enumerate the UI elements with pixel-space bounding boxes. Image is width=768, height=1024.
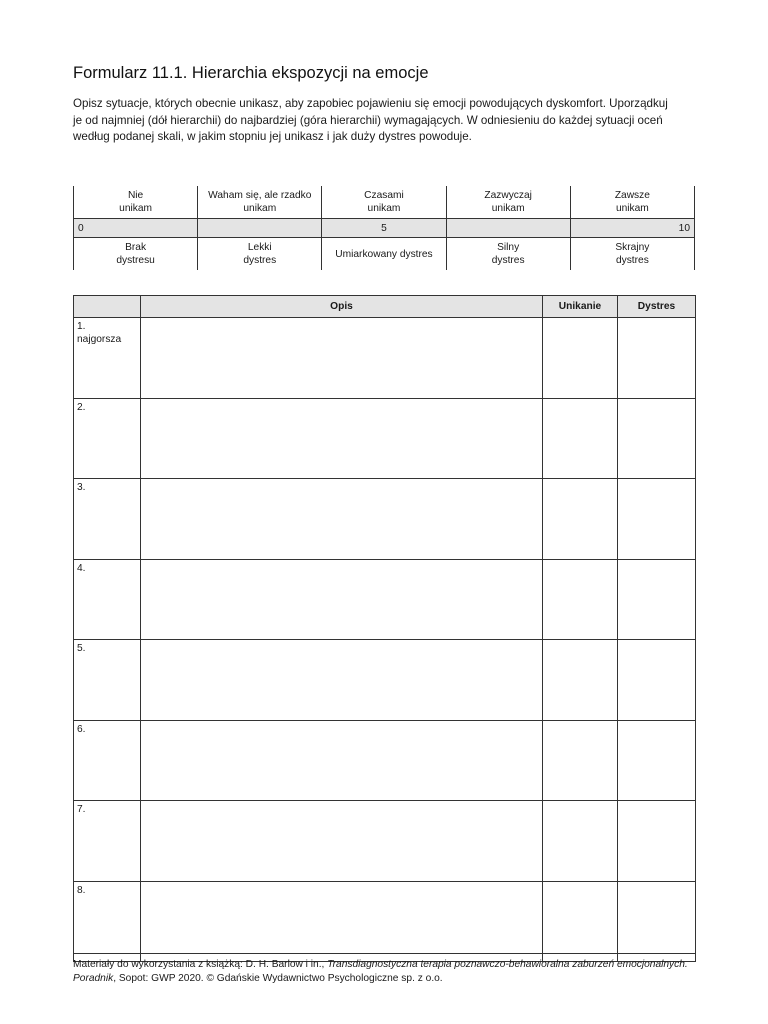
distress-field[interactable]: [618, 801, 696, 882]
avoidance-level: Zazwyczaj unikam: [446, 186, 570, 219]
distress-level: Silny dystres: [446, 238, 570, 271]
avoidance-level: Waham się, ale rzadko unikam: [198, 186, 322, 219]
distress-field[interactable]: [618, 640, 696, 721]
description-field[interactable]: [141, 398, 543, 479]
table-row: [74, 559, 696, 640]
header-distress: Dystres: [618, 296, 696, 318]
distress-scale-row: [74, 238, 695, 271]
distress-level: Brak dystresu: [74, 238, 198, 271]
distress-field[interactable]: [618, 881, 696, 962]
citation-publisher: , Sopot: GWP 2020. © Gdańskie Wydawnictwo Psychologiczne sp. z o.o.: [113, 973, 443, 984]
table-row: [74, 801, 696, 882]
distress-field[interactable]: [618, 479, 696, 560]
row-number: 7.: [74, 801, 141, 882]
description-field[interactable]: [141, 640, 543, 721]
scale-blank: [446, 219, 570, 238]
table-row: [74, 318, 696, 399]
table-row: [74, 720, 696, 801]
header-description: Opis: [141, 296, 543, 318]
avoidance-field[interactable]: [543, 559, 618, 640]
instructions: [73, 96, 698, 146]
footer-divider: [73, 953, 695, 954]
hierarchy-table: [73, 295, 696, 962]
description-field[interactable]: [141, 318, 543, 399]
citation-subtitle: Poradnik: [73, 973, 114, 984]
header-blank: [74, 296, 141, 318]
citation-book-title: Transdiagnostyczna terapia poznawczo-behawioralna zaburzeń emocjonalnych.: [327, 959, 688, 970]
row-number: 4.: [74, 559, 141, 640]
avoidance-field[interactable]: [543, 398, 618, 479]
avoidance-field[interactable]: [543, 479, 618, 560]
distress-field[interactable]: [618, 318, 696, 399]
scale-blank: [198, 219, 322, 238]
rating-scale: [73, 186, 695, 270]
form-title: Formularz 11.1. Hierarchia ekspozycji na emocje: [73, 64, 429, 82]
distress-level: Lekki dystres: [198, 238, 322, 271]
avoidance-level: Czasami unikam: [322, 186, 446, 219]
table-row: [74, 640, 696, 721]
citation-prefix: Materiały do wykorzystania z książką: D. H. Barlow i in.,: [73, 959, 328, 970]
instructions-line: Opisz sytuacje, których obecnie unikasz, aby zapobiec pojawieniu się emocji powodujących dyskomfort. Uporządkuj: [73, 97, 668, 110]
table-header-row: [74, 296, 696, 318]
row-number: 2.: [74, 398, 141, 479]
header-avoidance: Unikanie: [543, 296, 618, 318]
scale-mid: 5: [322, 219, 446, 238]
row-number: 1. najgorsza: [74, 318, 141, 399]
scale-min: 0: [74, 219, 198, 238]
avoidance-field[interactable]: [543, 881, 618, 962]
instructions-line: według podanej skali, w jakim stopniu jej unikasz i jak duży dystres powoduje.: [73, 130, 472, 143]
description-field[interactable]: [141, 801, 543, 882]
distress-level: Umiarkowany dystres: [322, 238, 446, 271]
description-field[interactable]: [141, 479, 543, 560]
avoidance-field[interactable]: [543, 318, 618, 399]
row-number: 3.: [74, 479, 141, 560]
avoidance-level: Zawsze unikam: [570, 186, 694, 219]
scale-max: 10: [570, 219, 694, 238]
distress-field[interactable]: [618, 720, 696, 801]
table-row: [74, 881, 696, 962]
avoidance-field[interactable]: [543, 801, 618, 882]
description-field[interactable]: [141, 881, 543, 962]
description-field[interactable]: [141, 720, 543, 801]
distress-field[interactable]: [618, 398, 696, 479]
avoidance-field[interactable]: [543, 640, 618, 721]
row-number: 5.: [74, 640, 141, 721]
avoidance-scale-row: [74, 186, 695, 219]
table-row: [74, 398, 696, 479]
footer-citation: [73, 958, 703, 986]
avoidance-field[interactable]: [543, 720, 618, 801]
distress-field[interactable]: [618, 559, 696, 640]
avoidance-level: Nie unikam: [74, 186, 198, 219]
distress-level: Skrajny dystres: [570, 238, 694, 271]
description-field[interactable]: [141, 559, 543, 640]
instructions-line: je od najmniej (dół hierarchii) do najbardziej (góra hierarchii) wymagających. W odniesieniu do każdej sytuacji oceń: [73, 113, 663, 127]
row-number: 6.: [74, 720, 141, 801]
row-number: 8.: [74, 881, 141, 962]
table-row: [74, 479, 696, 560]
scale-numbers-row: [74, 219, 695, 238]
